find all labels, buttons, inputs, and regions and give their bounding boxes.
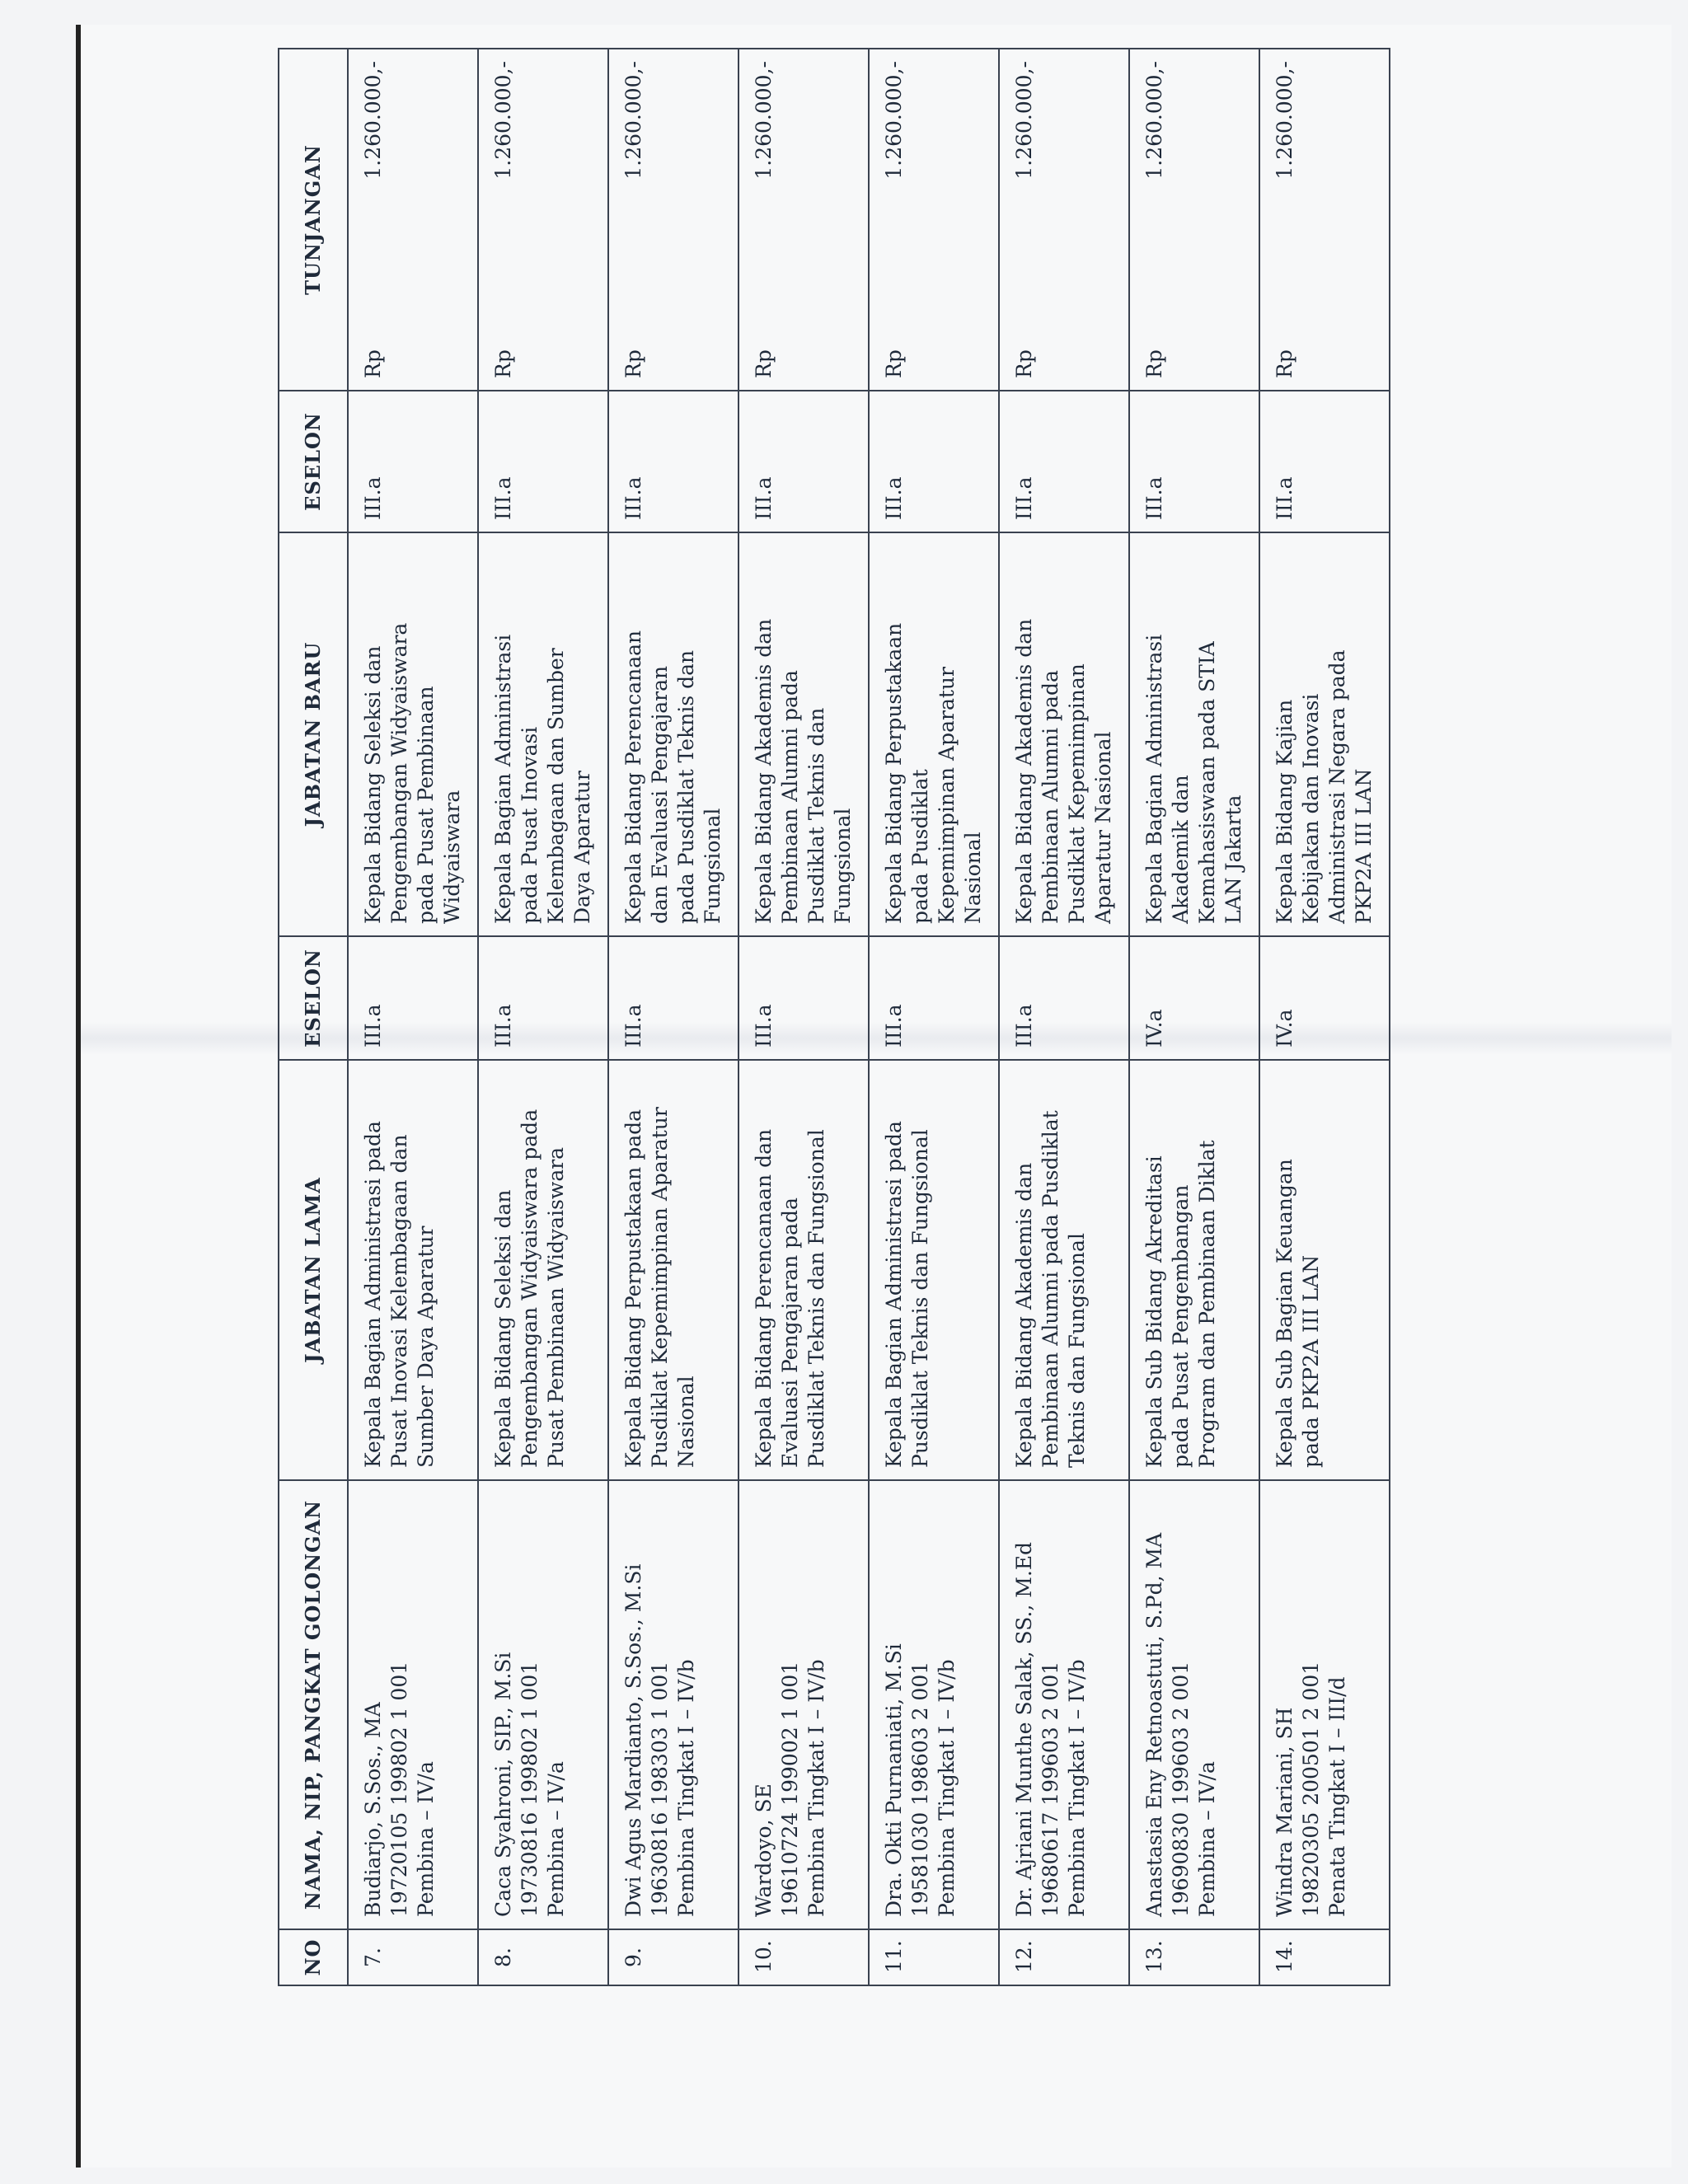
nip-text: 19720105 199802 1 001 (387, 1661, 411, 1917)
nip-text: 19820305 200501 2 001 (1299, 1661, 1323, 1917)
nama-text: Caca Syahroni, SIP., M.Si (491, 1652, 515, 1917)
cell-no: 11. (869, 1929, 999, 1985)
cell-no: 14. (1259, 1929, 1390, 1985)
table-row (869, 49, 999, 1985)
jabatan-lama-line: Kepala Bidang Perencanaan dan (752, 1128, 776, 1468)
table-row (1129, 49, 1259, 1985)
cell-tunjangan (608, 49, 738, 391)
jabatan-lama-line: Kepala Bidang Seleksi dan (491, 1189, 515, 1468)
nama-text: Wardoyo, SE (752, 1783, 776, 1917)
cell-eselon-baru: III.a (1259, 391, 1390, 532)
cell-jabatan-baru (999, 532, 1129, 936)
nama-text: Windra Mariani, SH (1273, 1707, 1296, 1917)
jabatan-lama-line: Program dan Pembinaan Diklat (1195, 1140, 1219, 1468)
tunjangan-value: 1.260.000,- (752, 61, 776, 180)
jabatan-baru-line: Kepala Bagian Administrasi (1142, 634, 1166, 924)
nip-text: 19610724 199002 1 001 (778, 1661, 802, 1917)
rotated-table-area (278, 49, 1390, 1986)
header-tunjangan: TUNJANGAN (279, 49, 348, 391)
cell-jabatan-lama (999, 1060, 1129, 1480)
jabatan-baru-line: dan Evaluasi Pengajaran (648, 665, 672, 924)
jabatan-lama-line: Evaluasi Pengajaran pada (778, 1197, 802, 1468)
jabatan-baru-line: Kepala Bagian Administrasi (491, 634, 515, 924)
cell-eselon-lama: III.a (869, 936, 999, 1060)
cell-jabatan-lama (348, 1060, 478, 1480)
jabatan-baru-line: Kemahasiswaan pada STIA (1195, 641, 1219, 924)
cell-nama (478, 1480, 608, 1929)
cell-jabatan-lama (478, 1060, 608, 1480)
cell-tunjangan (1259, 49, 1390, 391)
tunjangan-currency: Rp (1012, 349, 1036, 378)
nip-text: 19630816 198303 1 001 (648, 1661, 672, 1917)
tunjangan-currency: Rp (1142, 349, 1166, 378)
jabatan-lama-line: Kepala Bidang Akademis dan (1012, 1162, 1036, 1468)
header-eselon-lama: ESELON (279, 936, 348, 1060)
pangkat-text: Pembina Tingkat I – IV/b (935, 1659, 959, 1917)
tunjangan-currency: Rp (1273, 349, 1296, 378)
header-nama: NAMA, NIP, PANGKAT GOLONGAN (279, 1480, 348, 1929)
header-jabatan-baru: JABATAN BARU (279, 532, 348, 936)
nip-text: 19690830 199603 2 001 (1169, 1661, 1193, 1917)
header-row (279, 49, 348, 1985)
jabatan-baru-line: pada Pusat Pembinaan (414, 686, 438, 924)
cell-eselon-baru: III.a (348, 391, 478, 532)
table-row (1259, 49, 1390, 1985)
cell-jabatan-baru (869, 532, 999, 936)
position-table (278, 48, 1390, 1986)
jabatan-baru-line: Kepala Bidang Perpustakaan (882, 622, 906, 924)
table-row (999, 49, 1129, 1985)
cell-jabatan-baru (478, 532, 608, 936)
cell-eselon-lama: III.a (348, 936, 478, 1060)
jabatan-baru-line: Fungsional (831, 808, 855, 924)
cell-eselon-lama: III.a (738, 936, 869, 1060)
pangkat-text: Pembina Tingkat I – IV/b (674, 1659, 698, 1917)
cell-eselon-lama: III.a (478, 936, 608, 1060)
jabatan-baru-line: Kepala Bidang Seleksi dan (361, 645, 385, 924)
jabatan-baru-line: LAN Jakarta (1221, 794, 1245, 924)
cell-tunjangan (738, 49, 869, 391)
jabatan-lama-line: Pengembangan Widyaiswara pada (518, 1108, 542, 1468)
tunjangan-currency: Rp (491, 349, 515, 378)
cell-tunjangan (869, 49, 999, 391)
nama-text: Dra. Okti Purnaniati, M.Si (882, 1643, 906, 1917)
jabatan-baru-line: Widyaiswara (440, 790, 464, 924)
cell-jabatan-baru (1129, 532, 1259, 936)
cell-eselon-lama: III.a (608, 936, 738, 1060)
jabatan-lama-line: Pusat Inovasi Kelembagaan dan (387, 1134, 411, 1468)
cell-eselon-lama: IV.a (1259, 936, 1390, 1060)
pangkat-text: Pembina Tingkat I – IV/b (804, 1659, 828, 1917)
cell-no: 12. (999, 1929, 1129, 1985)
jabatan-lama-line: Pusdiklat Kepemimpinan Aparatur (648, 1107, 672, 1468)
jabatan-lama-line: Kepala Bagian Administrasi pada (361, 1121, 385, 1468)
jabatan-baru-line: Daya Aparatur (570, 771, 594, 924)
header-eselon-baru: ESELON (279, 391, 348, 532)
cell-nama (1129, 1480, 1259, 1929)
pangkat-text: Pembina – IV/a (414, 1761, 438, 1917)
cell-eselon-lama: III.a (999, 936, 1129, 1060)
pangkat-text: Pembina – IV/a (544, 1761, 568, 1917)
jabatan-lama-line: Kepala Bagian Administrasi pada (882, 1121, 906, 1468)
jabatan-lama-line: pada PKP2A III LAN (1299, 1254, 1323, 1468)
cell-nama (738, 1480, 869, 1929)
jabatan-lama-line: Pusdiklat Teknis dan Fungsional (908, 1129, 932, 1468)
pangkat-text: Penata Tingkat I – III/d (1325, 1676, 1349, 1917)
cell-nama (1259, 1480, 1390, 1929)
cell-jabatan-lama (1129, 1060, 1259, 1480)
tunjangan-currency: Rp (621, 349, 645, 378)
jabatan-lama-line: Sumber Daya Aparatur (414, 1226, 438, 1468)
table-wrapper (278, 49, 1390, 1986)
table-row (608, 49, 738, 1985)
cell-nama (348, 1480, 478, 1929)
jabatan-lama-line: Teknis dan Fungsional (1065, 1233, 1089, 1468)
jabatan-baru-line: Pembinaan Alumni pada (1039, 670, 1062, 924)
cell-eselon-baru: III.a (999, 391, 1129, 532)
jabatan-baru-line: PKP2A III LAN (1352, 768, 1376, 924)
jabatan-baru-line: Pusdiklat Kepemimpinan (1065, 663, 1089, 924)
cell-jabatan-lama (738, 1060, 869, 1480)
jabatan-lama-line: Kepala Bidang Perpustakaan pada (621, 1108, 645, 1468)
cell-jabatan-baru (348, 532, 478, 936)
cell-tunjangan (999, 49, 1129, 391)
jabatan-baru-line: Nasional (961, 832, 985, 924)
cell-jabatan-baru (738, 532, 869, 936)
nama-text: Anastasia Eny Retnoastuti, S.Pd, MA (1142, 1532, 1166, 1917)
tunjangan-value: 1.260.000,- (621, 61, 645, 180)
nama-text: Dr. Ajriani Munthe Salak, SS., M.Ed (1012, 1541, 1036, 1917)
jabatan-lama-line: Pusdiklat Teknis dan Fungsional (804, 1129, 828, 1468)
tunjangan-value: 1.260.000,- (1273, 61, 1296, 180)
tunjangan-value: 1.260.000,- (1142, 61, 1166, 180)
pangkat-text: Pembina Tingkat I – IV/b (1065, 1659, 1089, 1917)
table-row (348, 49, 478, 1985)
cell-nama (869, 1480, 999, 1929)
jabatan-baru-line: Fungsional (701, 808, 724, 924)
cell-jabatan-lama (608, 1060, 738, 1480)
jabatan-baru-line: Pembinaan Alumni pada (778, 670, 802, 924)
cell-no: 13. (1129, 1929, 1259, 1985)
jabatan-baru-line: pada Pusat Inovasi (518, 726, 542, 924)
jabatan-lama-line: Pembinaan Alumni pada Pusdiklat (1039, 1110, 1062, 1468)
nama-text: Budiarjo, S.Sos., MA (361, 1702, 385, 1917)
jabatan-baru-line: Kepala Bidang Kajian (1273, 699, 1296, 924)
nip-text: 19680617 199603 2 001 (1039, 1661, 1062, 1917)
jabatan-lama-line: Nasional (674, 1376, 698, 1468)
cell-no: 10. (738, 1929, 869, 1985)
jabatan-baru-line: Kepala Bidang Akademis dan (1012, 618, 1036, 924)
tunjangan-currency: Rp (752, 349, 776, 378)
jabatan-baru-line: Pengembangan Widyaiswara (387, 622, 411, 924)
jabatan-baru-line: Pusdiklat Teknis dan (804, 707, 828, 924)
jabatan-baru-line: Administrasi Negara pada (1325, 649, 1349, 924)
cell-eselon-lama: IV.a (1129, 936, 1259, 1060)
jabatan-lama-line: pada Pusat Pengembangan (1169, 1184, 1193, 1468)
tunjangan-currency: Rp (882, 349, 906, 378)
header-no: NO (279, 1929, 348, 1985)
cell-jabatan-lama (869, 1060, 999, 1480)
cell-eselon-baru: III.a (1129, 391, 1259, 532)
tunjangan-value: 1.260.000,- (882, 61, 906, 180)
cell-eselon-baru: III.a (478, 391, 608, 532)
cell-jabatan-baru (608, 532, 738, 936)
jabatan-lama-line: Kepala Sub Bidang Akreditasi (1142, 1155, 1166, 1468)
cell-tunjangan (478, 49, 608, 391)
jabatan-baru-line: Kepala Bidang Akademis dan (752, 618, 776, 924)
cell-nama (999, 1480, 1129, 1929)
jabatan-baru-line: Kelembagaan dan Sumber (544, 648, 568, 924)
cell-tunjangan (348, 49, 478, 391)
tunjangan-value: 1.260.000,- (1012, 61, 1036, 180)
tunjangan-value: 1.260.000,- (491, 61, 515, 180)
nip-text: 19581030 198603 2 001 (908, 1661, 932, 1917)
nip-text: 19730816 199802 1 001 (518, 1661, 542, 1917)
cell-no: 9. (608, 1929, 738, 1985)
pangkat-text: Pembina – IV/a (1195, 1761, 1219, 1917)
cell-eselon-baru: III.a (738, 391, 869, 532)
jabatan-baru-line: Kebijakan dan Inovasi (1299, 693, 1323, 924)
tunjangan-value: 1.260.000,- (361, 61, 385, 180)
table-row (738, 49, 869, 1985)
cell-eselon-baru: III.a (608, 391, 738, 532)
cell-jabatan-baru (1259, 532, 1390, 936)
cell-no: 7. (348, 1929, 478, 1985)
cell-nama (608, 1480, 738, 1929)
jabatan-lama-line: Kepala Sub Bagian Keuangan (1273, 1159, 1296, 1468)
cell-jabatan-lama (1259, 1060, 1390, 1480)
jabatan-baru-line: pada Pusdiklat Teknis dan (674, 649, 698, 924)
jabatan-baru-line: Aparatur Nasional (1091, 731, 1115, 924)
cell-no: 8. (478, 1929, 608, 1985)
tunjangan-currency: Rp (361, 349, 385, 378)
jabatan-baru-line: Akademik dan (1169, 775, 1193, 924)
cell-eselon-baru: III.a (869, 391, 999, 532)
jabatan-baru-line: pada Pusdiklat (908, 769, 932, 924)
jabatan-baru-line: Kepemimpinan Aparatur (935, 667, 959, 924)
cell-tunjangan (1129, 49, 1259, 391)
nama-text: Dwi Agus Mardianto, S.Sos., M.Si (621, 1563, 645, 1917)
table-row (478, 49, 608, 1985)
jabatan-lama-line: Pusat Pembinaan Widyaiswara (544, 1146, 568, 1468)
jabatan-baru-line: Kepala Bidang Perencanaan (621, 630, 645, 924)
header-jabatan-lama: JABATAN LAMA (279, 1060, 348, 1480)
